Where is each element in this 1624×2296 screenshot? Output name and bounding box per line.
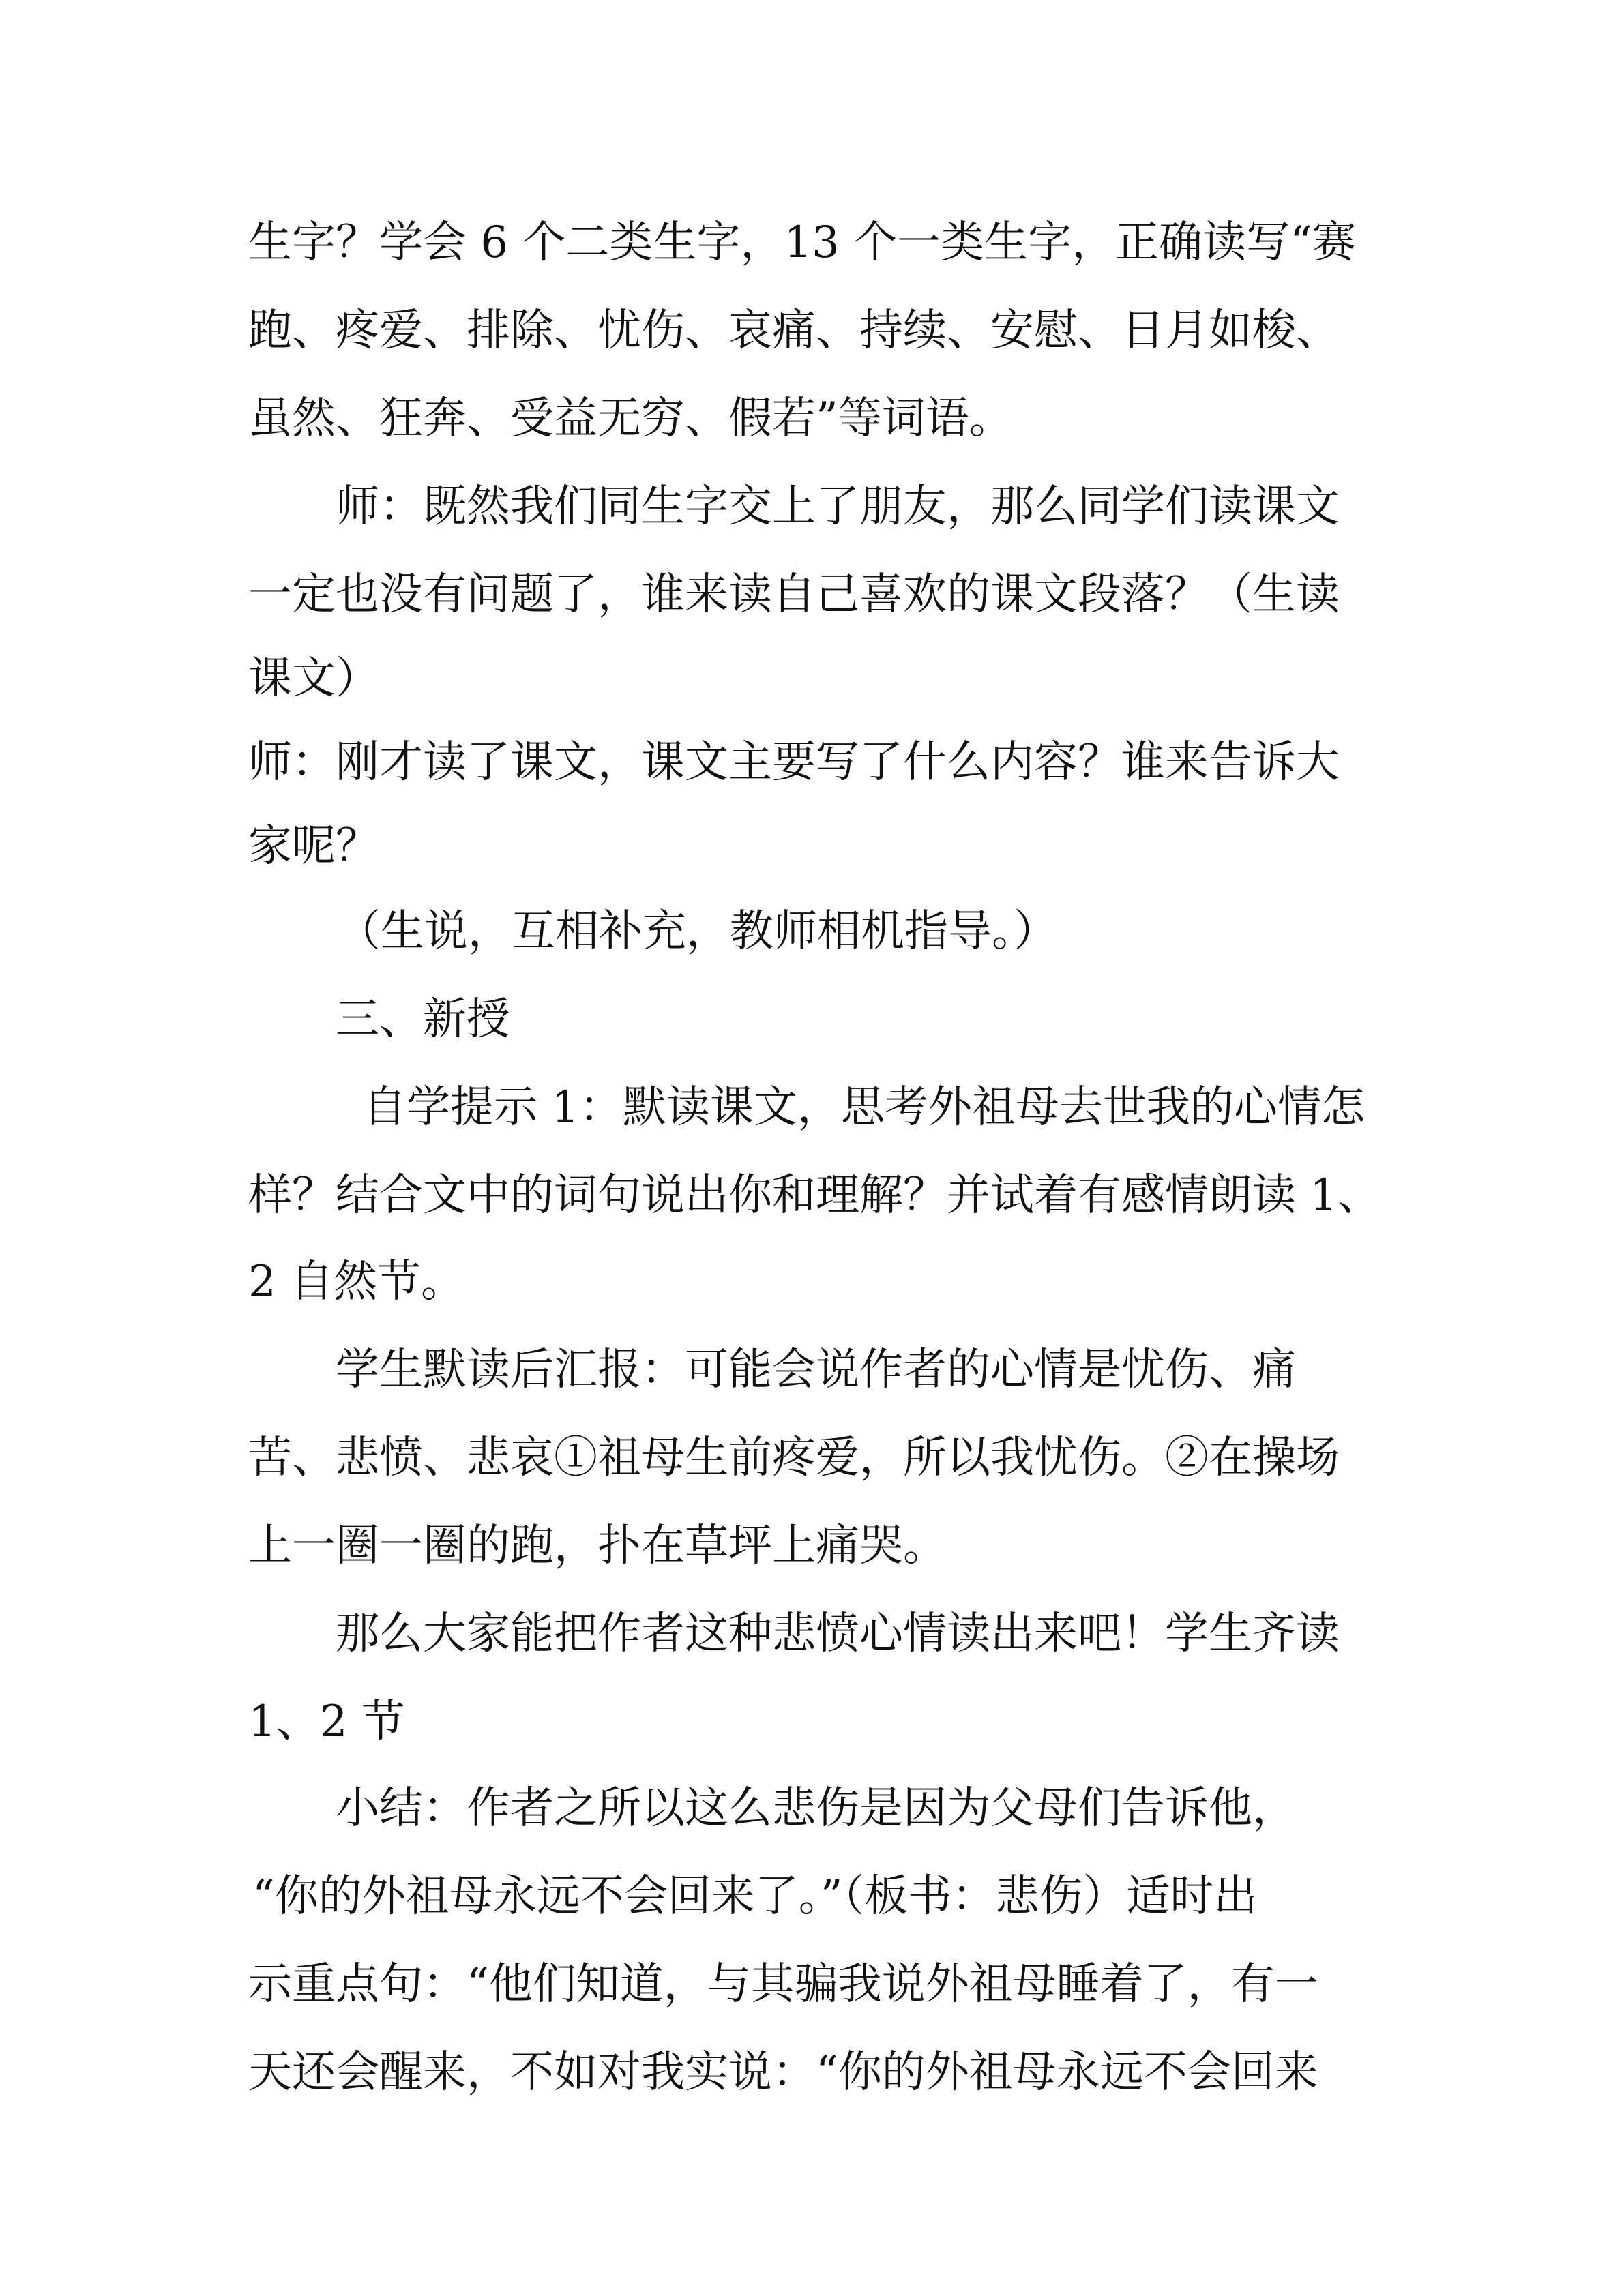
text-line: 虽然、狂奔、受益无穷、假若”等词语。: [248, 393, 1013, 444]
text-line: 一定也没有问题了，谁来读自己喜欢的课文段落？（生读: [248, 569, 1340, 620]
text-line: 师：刚才读了课文，课文主要写了什么内容？谁来告诉大: [248, 737, 1340, 788]
text-line: “你的外祖母永远不会回来了。”（板书：悲伤）适时出: [252, 1871, 1258, 1922]
text-line: 家呢？: [248, 821, 379, 871]
text-line: 上一圈一圈的跑，扑在草坪上痛哭。: [248, 1521, 947, 1571]
text-line: 三、新授: [336, 994, 510, 1045]
text-line: 自学提示 1：默读课文，思考外祖母去世我的心情怎: [363, 1082, 1365, 1133]
text-line: 示重点句：“他们知道，与其骗我说外祖母睡着了，有一: [248, 1959, 1318, 2010]
text-line: 样？结合文中的词句说出你和理解？并试着有感情朗读 1、: [248, 1170, 1382, 1221]
text-line: 课文）: [248, 653, 379, 704]
text-line: 那么大家能把作者这种悲愤心情读出来吧！学生齐读: [336, 1609, 1340, 1659]
text-line: 苦、悲愤、悲哀①祖母生前疼爱，所以我忧伤。②在操场: [248, 1433, 1340, 1483]
text-line: 学生默读后汇报：可能会说作者的心情是忧伤、痛: [336, 1345, 1296, 1395]
text-line: 1、2 节: [248, 1697, 405, 1747]
text-line: 天还会醒来，不如对我实说：“你的外祖母永远不会回来: [248, 2047, 1318, 2098]
text-line: 跑、疼爱、排除、忧伤、哀痛、持续、安慰、日月如梭、: [248, 305, 1340, 356]
text-line: （生说，互相补充，教师相机指导。）: [337, 906, 1057, 957]
text-line: 生字？学会 6 个二类生字，13 个一类生字，正确读写“赛: [248, 218, 1356, 268]
text-line: 2 自然节。: [248, 1257, 465, 1307]
text-line: 小结：作者之所以这么悲伤是因为父母们告诉他，: [336, 1783, 1296, 1834]
text-line: 师：既然我们同生字交上了朋友，那么同学们读课文: [336, 481, 1340, 532]
